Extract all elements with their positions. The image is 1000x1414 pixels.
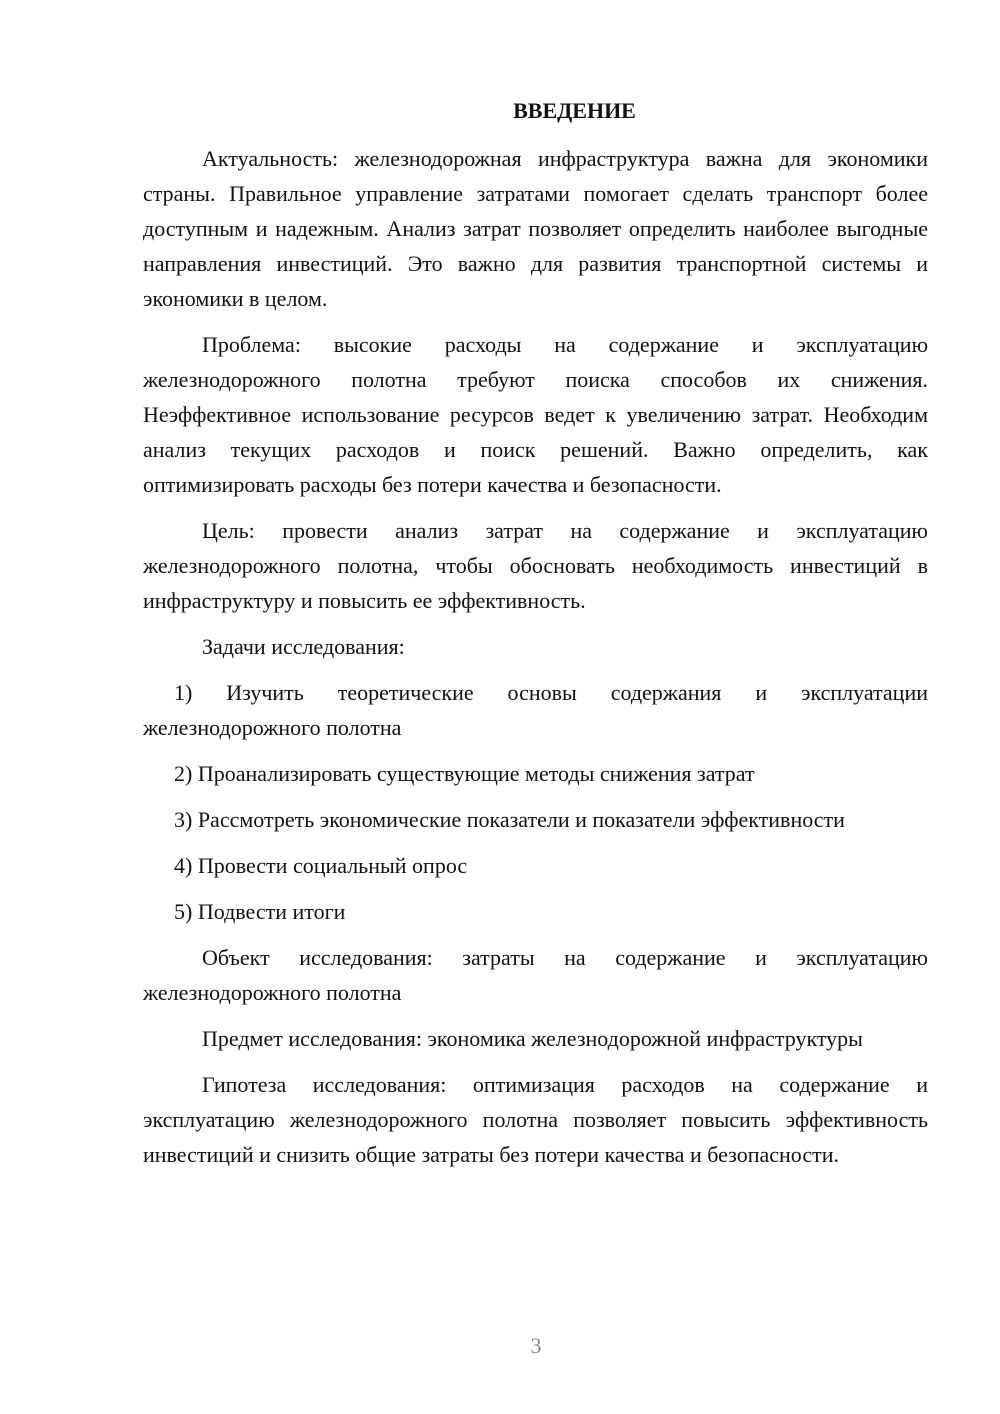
- section-title: ВВЕДЕНИЕ: [513, 98, 636, 123]
- task-item: 4) Провести социальный опрос: [174, 853, 468, 878]
- document-body: [143, 93, 928, 1183]
- paragraph-problem: Проблема: высокие расходы на содержание и эксплуатацию железнодорожного полотна требуют поиска способов их снижения. Неэффективное использование ресурсов ведет к увеличению затрат. Необходим анализ текущих расходов и поиск решений. Важно определить, как оптимизировать расходы без потери качества и безопасности.: [143, 332, 928, 497]
- task-item: 1) Изучить теоретические основы содержания и эксплуатации железнодорожного полотна: [143, 680, 928, 740]
- paragraph-object: Объект исследования: затраты на содержание и эксплуатацию железнодорожного полотна: [143, 945, 928, 1005]
- paragraph-hypothesis: Гипотеза исследования: оптимизация расходов на содержание и эксплуатацию железнодорожного полотна позволяет повысить эффективность инвестиций и снизить общие затраты без потери качества и безопасности.: [143, 1072, 928, 1167]
- paragraph-relevance: Актуальность: железнодорожная инфраструктура важна для экономики страны. Правильное управление затратами помогает сделать транспорт более доступным и надежным. Анализ затрат позволяет определить наиболее выгодные направления инвестиций. Это важно для развития транспортной системы и экономики в целом.: [143, 146, 928, 311]
- paragraph-subject: Предмет исследования: экономика железнодорожной инфраструктуры: [202, 1026, 863, 1051]
- task-item: 2) Проанализировать существующие методы снижения затрат: [174, 761, 755, 786]
- task-item: 3) Рассмотреть экономические показатели и показатели эффективности: [174, 807, 845, 832]
- paragraph-goal: Цель: провести анализ затрат на содержание и эксплуатацию железнодорожного полотна, чтобы обосновать необходимость инвестиций в инфраструктуру и повысить ее эффективность.: [143, 518, 928, 613]
- paragraph-tasks-heading: Задачи исследования:: [202, 634, 405, 659]
- page-number: 3: [530, 1333, 542, 1358]
- task-item: 5) Подвести итоги: [174, 899, 346, 924]
